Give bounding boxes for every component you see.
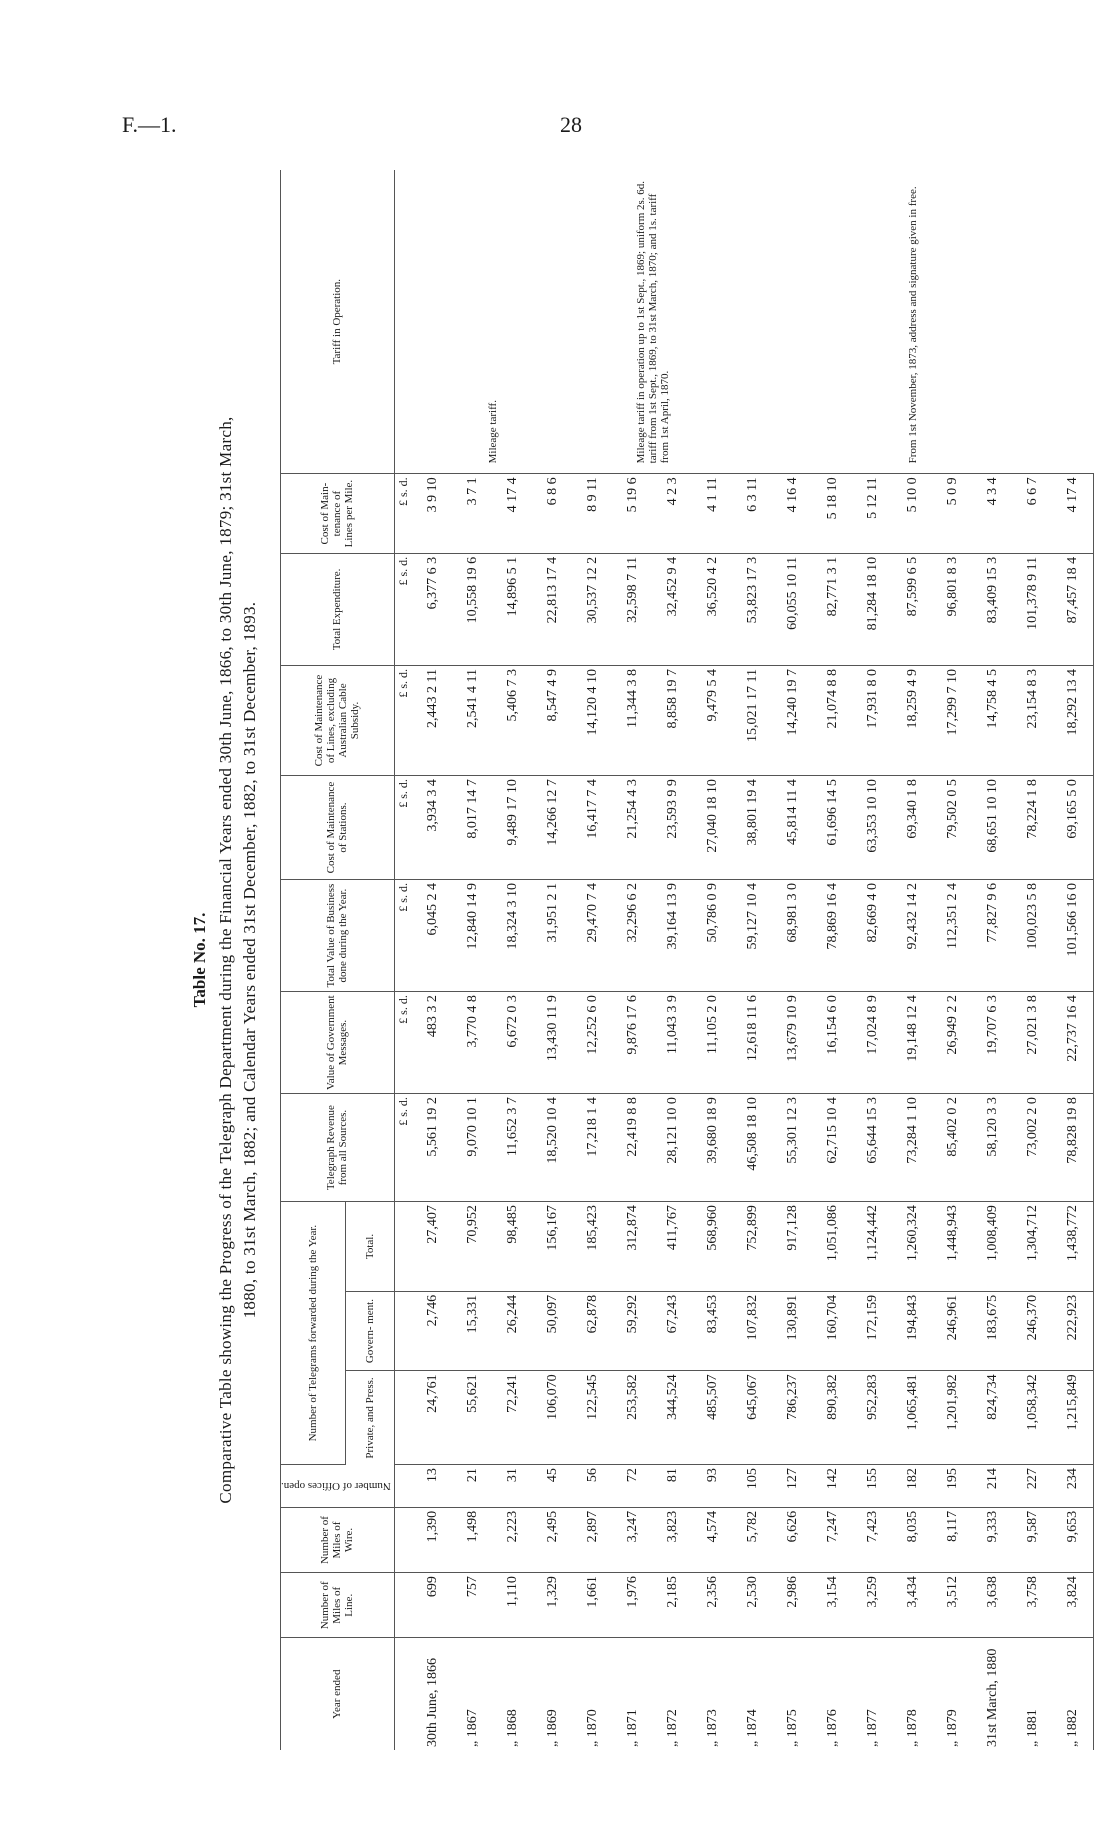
cell-lines: 8,858 19 7 <box>653 665 693 775</box>
cell-revenue: 5,561 19 2 <box>413 1094 453 1202</box>
cell-stations: 68,651 10 10 <box>973 776 1013 880</box>
cell-stations: 16,417 7 4 <box>573 776 613 880</box>
cell-year: „ 1874 <box>744 1709 760 1747</box>
tariff-mileage: Mileage tariff. <box>413 170 573 474</box>
cell-offices: 21 <box>453 1465 493 1508</box>
cell-private: 72,241 <box>493 1371 533 1465</box>
cell-permile: 4 2 3 <box>653 474 693 554</box>
cell-revenue: 73,002 2 0 <box>1013 1094 1053 1202</box>
cell-line: 699 <box>413 1573 453 1638</box>
cell-line: 3,758 <box>1013 1573 1053 1638</box>
cell-stations: 8,017 14 7 <box>453 776 493 880</box>
cell-business: 18,324 3 10 <box>493 880 533 992</box>
cell-revenue: 85,402 0 2 <box>933 1094 973 1202</box>
cell-gov: 50,097 <box>533 1291 573 1371</box>
cell-private: 890,382 <box>813 1371 853 1465</box>
cell-year: „ 1871 <box>624 1709 640 1747</box>
cell-offices: 127 <box>773 1465 813 1508</box>
cell-expend: 81,284 18 10 <box>853 553 893 665</box>
cell-private: 344,524 <box>653 1371 693 1465</box>
cell-total: 27,407 <box>413 1202 453 1292</box>
cell-stations: 69,340 1 8 <box>893 776 933 880</box>
cell-wire: 1,498 <box>453 1507 493 1572</box>
cell-gov: 62,878 <box>573 1291 613 1371</box>
cell-permile: 4 17 4 <box>1053 474 1094 554</box>
unit-cell <box>394 1371 413 1465</box>
cell-offices: 155 <box>853 1465 893 1508</box>
cell-lines: 23,154 8 3 <box>1013 665 1053 775</box>
table-body <box>394 170 1093 1750</box>
cell-revenue: 58,120 3 3 <box>973 1094 1013 1202</box>
cell-gov: 222,923 <box>1053 1291 1094 1371</box>
cell-offices: 234 <box>1053 1465 1094 1508</box>
cell-business: 32,296 6 2 <box>613 880 653 992</box>
cell-permile: 5 18 10 <box>813 474 853 554</box>
cell-offices: 142 <box>813 1465 853 1508</box>
cell-govval: 13,679 10 9 <box>773 992 813 1094</box>
cell-lines: 18,292 13 4 <box>1053 665 1094 775</box>
telegraph-progress-table <box>280 170 1094 1750</box>
cell-permile: 6 3 11 <box>733 474 773 554</box>
cell-offices: 214 <box>973 1465 1013 1508</box>
cell-revenue: 62,715 10 4 <box>813 1094 853 1202</box>
cell-gov: 26,244 <box>493 1291 533 1371</box>
cell-govval: 19,707 6 3 <box>973 992 1013 1094</box>
cell-govval: 17,024 8 9 <box>853 992 893 1094</box>
cell-offices: 182 <box>893 1465 933 1508</box>
cell-year: „ 1877 <box>864 1709 880 1747</box>
cell-offices: 227 <box>1013 1465 1053 1508</box>
table-row <box>413 170 453 1750</box>
cell-revenue: 78,828 19 8 <box>1053 1094 1094 1202</box>
cell-private: 952,283 <box>853 1371 893 1465</box>
cell-wire: 7,423 <box>853 1507 893 1572</box>
cell-lines: 17,299 7 10 <box>933 665 973 775</box>
cell-stations: 23,593 9 9 <box>653 776 693 880</box>
cell-private: 1,215,849 <box>1053 1371 1094 1465</box>
cell-offices: 31 <box>493 1465 533 1508</box>
cell-stations: 21,254 4 3 <box>613 776 653 880</box>
unit-cell: £ s. d. <box>394 474 413 554</box>
header-private: Private, and Press. <box>345 1371 394 1465</box>
unit-cell: £ s. d. <box>394 553 413 665</box>
cell-govval: 12,252 6 0 <box>573 992 613 1094</box>
cell-year: „ 1870 <box>584 1709 600 1747</box>
cell-offices: 105 <box>733 1465 773 1508</box>
cell-revenue: 65,644 15 3 <box>853 1094 893 1202</box>
cell-gov: 107,832 <box>733 1291 773 1371</box>
cell-offices: 13 <box>413 1465 453 1508</box>
cell-expend: 6,377 6 3 <box>413 553 453 665</box>
cell-govval: 26,949 2 2 <box>933 992 973 1094</box>
cell-total: 917,128 <box>773 1202 813 1292</box>
cell-business: 31,951 2 1 <box>533 880 573 992</box>
cell-year: „ 1878 <box>904 1709 920 1747</box>
cell-private: 786,237 <box>773 1371 813 1465</box>
cell-gov: 2,746 <box>413 1291 453 1371</box>
cell-stations: 61,696 14 5 <box>813 776 853 880</box>
cell-year: „ 1882 <box>1053 1638 1094 1750</box>
cell-line: 3,154 <box>813 1573 853 1638</box>
cell-revenue: 46,508 18 10 <box>733 1094 773 1202</box>
cell-line: 1,329 <box>533 1573 573 1638</box>
cell-wire: 4,574 <box>693 1507 733 1572</box>
cell-revenue: 9,070 10 1 <box>453 1094 493 1202</box>
cell-business: 68,981 3 0 <box>773 880 813 992</box>
cell-business: 59,127 10 4 <box>733 880 773 992</box>
header-offices-text: Number of Offices open. <box>281 1480 391 1493</box>
cell-total: 70,952 <box>453 1202 493 1292</box>
cell-stations: 79,502 0 5 <box>933 776 973 880</box>
cell-total: 1,304,712 <box>1013 1202 1053 1292</box>
tariff-mileage-note: Mileage tariff in operation up to 1st Sept., 1869; uniform 2s. 6d. tariff from 1st Sept., 1869, to 31st March, 1870; and 1s. tariff from 1st April, 1870. <box>573 170 733 474</box>
cell-permile: 5 10 0 <box>893 474 933 554</box>
cell-expend: 87,457 18 4 <box>1053 553 1094 665</box>
header-per-mile: Cost of Main- tenance of Lines per Mile. <box>281 474 395 554</box>
cell-revenue: 39,680 18 9 <box>693 1094 733 1202</box>
cell-gov: 172,159 <box>853 1291 893 1371</box>
cell-total: 752,899 <box>733 1202 773 1292</box>
cell-stations: 3,934 3 4 <box>413 776 453 880</box>
cell-line: 3,434 <box>893 1573 933 1638</box>
cell-revenue: 22,419 8 8 <box>613 1094 653 1202</box>
cell-expend: 101,378 9 11 <box>1013 553 1053 665</box>
cell-govval: 19,148 12 4 <box>893 992 933 1094</box>
cell-wire: 1,390 <box>413 1507 453 1572</box>
cell-wire: 9,653 <box>1053 1507 1094 1572</box>
cell-expend: 87,599 6 5 <box>893 553 933 665</box>
cell-govval: 12,618 11 6 <box>733 992 773 1094</box>
unit-cell <box>394 1573 413 1638</box>
cell-govval: 16,154 6 0 <box>813 992 853 1094</box>
cell-business: 92,432 14 2 <box>893 880 933 992</box>
cell-permile: 6 6 7 <box>1013 474 1053 554</box>
cell-line: 3,259 <box>853 1573 893 1638</box>
cell-line: 2,356 <box>693 1573 733 1638</box>
cell-year: 30th June, 1866 <box>424 1657 440 1747</box>
cell-permile: 3 7 1 <box>453 474 493 554</box>
cell-line: 1,976 <box>613 1573 653 1638</box>
cell-stations: 78,224 1 8 <box>1013 776 1053 880</box>
rotated-table-region <box>190 170 1114 1750</box>
cell-permile: 8 9 11 <box>573 474 613 554</box>
cell-private: 1,058,342 <box>1013 1371 1053 1465</box>
cell-line: 3,638 <box>973 1573 1013 1638</box>
header-government: Govern- ment. <box>345 1291 394 1371</box>
cell-permile: 3 9 10 <box>413 474 453 554</box>
cell-stations: 45,814 11 4 <box>773 776 813 880</box>
cell-expend: 36,520 4 2 <box>693 553 733 665</box>
cell-total: 312,874 <box>613 1202 653 1292</box>
cell-business: 50,786 0 9 <box>693 880 733 992</box>
cell-total: 1,124,442 <box>853 1202 893 1292</box>
cell-business: 82,669 4 0 <box>853 880 893 992</box>
unit-cell <box>394 1291 413 1371</box>
cell-private: 24,761 <box>413 1371 453 1465</box>
cell-expend: 60,055 10 11 <box>773 553 813 665</box>
cell-stations: 38,801 19 4 <box>733 776 773 880</box>
header-revenue: Telegraph Revenue from all Sources. <box>281 1094 395 1202</box>
unit-cell <box>394 1638 413 1750</box>
cell-gov: 183,675 <box>973 1291 1013 1371</box>
cell-govval: 11,105 2 0 <box>693 992 733 1094</box>
cell-permile: 4 3 4 <box>973 474 1013 554</box>
cell-business: 101,566 16 0 <box>1053 880 1094 992</box>
unit-cell: £ s. d. <box>394 665 413 775</box>
cell-wire: 3,823 <box>653 1507 693 1572</box>
cell-lines: 5,406 7 3 <box>493 665 533 775</box>
cell-permile: 4 1 11 <box>693 474 733 554</box>
cell-stations: 14,266 12 7 <box>533 776 573 880</box>
cell-lines: 14,120 4 10 <box>573 665 613 775</box>
cell-business: 100,023 5 8 <box>1013 880 1053 992</box>
unit-cell: £ s. d. <box>394 992 413 1094</box>
cell-offices: 72 <box>613 1465 653 1508</box>
cell-private: 122,545 <box>573 1371 613 1465</box>
cell-lines: 8,547 4 9 <box>533 665 573 775</box>
cell-govval: 3,770 4 8 <box>453 992 493 1094</box>
units-row <box>394 170 413 1750</box>
cell-total: 1,260,324 <box>893 1202 933 1292</box>
header-telegrams-group: Number of Telegrams forwarded during the Year. <box>281 1202 346 1465</box>
cell-wire: 5,782 <box>733 1507 773 1572</box>
cell-expend: 53,823 17 3 <box>733 553 773 665</box>
cell-permile: 6 8 6 <box>533 474 573 554</box>
header-lines: Cost of Maintenance of Lines, excluding Australian Cable Subsidy. <box>281 665 395 775</box>
cell-stations: 63,353 10 10 <box>853 776 893 880</box>
cell-line: 2,530 <box>733 1573 773 1638</box>
cell-private: 106,070 <box>533 1371 573 1465</box>
header-gov-value: Value of Government Messages. <box>281 992 395 1094</box>
cell-offices: 195 <box>933 1465 973 1508</box>
unit-cell: £ s. d. <box>394 880 413 992</box>
cell-gov: 194,843 <box>893 1291 933 1371</box>
cell-revenue: 11,652 3 7 <box>493 1094 533 1202</box>
cell-year: „ 1876 <box>824 1709 840 1747</box>
cell-line: 3,512 <box>933 1573 973 1638</box>
cell-total: 185,423 <box>573 1202 613 1292</box>
cell-total: 156,167 <box>533 1202 573 1292</box>
cell-expend: 14,896 5 1 <box>493 553 533 665</box>
cell-govval: 13,430 11 9 <box>533 992 573 1094</box>
cell-lines: 11,344 3 8 <box>613 665 653 775</box>
unit-cell <box>394 1465 413 1508</box>
cell-private: 1,201,982 <box>933 1371 973 1465</box>
header-tariff: Tariff in Operation. <box>281 170 395 474</box>
cell-total: 98,485 <box>493 1202 533 1292</box>
cell-revenue: 55,301 12 3 <box>773 1094 813 1202</box>
cell-business: 112,351 2 4 <box>933 880 973 992</box>
cell-lines: 2,541 4 11 <box>453 665 493 775</box>
cell-lines: 14,240 19 7 <box>773 665 813 775</box>
cell-gov: 130,891 <box>773 1291 813 1371</box>
page-section-code: F.—1. <box>122 112 177 137</box>
header-business: Total Value of Business done during the Year. <box>281 880 395 992</box>
cell-year: „ 1872 <box>664 1709 680 1747</box>
header-miles-line: Number of Miles of Line. <box>281 1573 395 1638</box>
cell-lines: 14,758 4 5 <box>973 665 1013 775</box>
cell-lines: 21,074 8 8 <box>813 665 853 775</box>
cell-lines: 9,479 5 4 <box>693 665 733 775</box>
cell-expend: 32,452 9 4 <box>653 553 693 665</box>
cell-stations: 27,040 18 10 <box>693 776 733 880</box>
cell-year: „ 1875 <box>784 1709 800 1747</box>
cell-year: „ 1873 <box>704 1709 720 1747</box>
cell-expend: 82,771 3 1 <box>813 553 853 665</box>
cell-gov: 83,453 <box>693 1291 733 1371</box>
cell-total: 568,960 <box>693 1202 733 1292</box>
table-row <box>733 170 773 1750</box>
cell-govval: 22,737 16 4 <box>1053 992 1094 1094</box>
cell-offices: 81 <box>653 1465 693 1508</box>
cell-gov: 246,961 <box>933 1291 973 1371</box>
cell-wire: 7,247 <box>813 1507 853 1572</box>
header-miles-wire: Number of Miles of Wire. <box>281 1507 395 1572</box>
cell-wire: 8,035 <box>893 1507 933 1572</box>
cell-wire: 3,247 <box>613 1507 653 1572</box>
cell-stations: 9,489 17 10 <box>493 776 533 880</box>
cell-expend: 96,801 8 3 <box>933 553 973 665</box>
cell-permile: 4 16 4 <box>773 474 813 554</box>
cell-expend: 10,558 19 6 <box>453 553 493 665</box>
cell-business: 77,827 9 6 <box>973 880 1013 992</box>
cell-business: 78,869 16 4 <box>813 880 853 992</box>
cell-wire: 9,587 <box>1013 1507 1053 1572</box>
cell-line: 2,986 <box>773 1573 813 1638</box>
table-title-line-1: Comparative Table showing the Progress of the Telegraph Department during the Financial Years ended 30th June, 1866, to 30th June, 1879; 31st March, <box>216 416 235 1504</box>
cell-gov: 15,331 <box>453 1291 493 1371</box>
cell-offices: 45 <box>533 1465 573 1508</box>
cell-revenue: 28,121 10 0 <box>653 1094 693 1202</box>
cell-govval: 9,876 17 6 <box>613 992 653 1094</box>
cell-revenue: 18,520 10 4 <box>533 1094 573 1202</box>
cell-revenue: 17,218 1 4 <box>573 1094 613 1202</box>
cell-revenue: 73,284 1 10 <box>893 1094 933 1202</box>
cell-year: „ 1869 <box>544 1709 560 1747</box>
unit-cell <box>394 1202 413 1292</box>
cell-lines: 2,443 2 11 <box>413 665 453 775</box>
cell-permile: 5 0 9 <box>933 474 973 554</box>
cell-offices: 56 <box>573 1465 613 1508</box>
table-title-line-2: 1880, to 31st March, 1882; and Calendar Years ended 31st December, 1882, to 31st December, 1893. <box>240 601 259 1319</box>
header-total: Total. <box>345 1202 394 1292</box>
header-year: Year ended <box>281 1638 395 1750</box>
cell-lines: 17,931 8 0 <box>853 665 893 775</box>
unit-cell: £ s. d. <box>394 776 413 880</box>
cell-line: 2,185 <box>653 1573 693 1638</box>
cell-expend: 32,598 7 11 <box>613 553 653 665</box>
cell-wire: 6,626 <box>773 1507 813 1572</box>
cell-offices: 93 <box>693 1465 733 1508</box>
cell-total: 411,767 <box>653 1202 693 1292</box>
header-expenditure: Total Expenditure. <box>281 553 395 665</box>
cell-stations: 69,165 5 0 <box>1053 776 1094 880</box>
cell-lines: 18,259 4 9 <box>893 665 933 775</box>
cell-gov: 67,243 <box>653 1291 693 1371</box>
cell-total: 1,438,772 <box>1053 1202 1094 1292</box>
cell-gov: 160,704 <box>813 1291 853 1371</box>
cell-govval: 27,021 3 8 <box>1013 992 1053 1094</box>
unit-cell <box>394 1507 413 1572</box>
cell-private: 645,067 <box>733 1371 773 1465</box>
cell-year: „ 1867 <box>464 1709 480 1747</box>
cell-gov: 59,292 <box>613 1291 653 1371</box>
cell-wire: 9,333 <box>973 1507 1013 1572</box>
cell-permile: 4 17 4 <box>493 474 533 554</box>
cell-total: 1,008,409 <box>973 1202 1013 1292</box>
cell-wire: 8,117 <box>933 1507 973 1572</box>
cell-business: 29,470 7 4 <box>573 880 613 992</box>
cell-year: „ 1868 <box>504 1709 520 1747</box>
cell-year: 31st March, 1880 <box>984 1648 1000 1747</box>
cell-total: 1,448,943 <box>933 1202 973 1292</box>
cell-line: 757 <box>453 1573 493 1638</box>
cell-business: 12,840 14 9 <box>453 880 493 992</box>
cell-permile: 5 19 6 <box>613 474 653 554</box>
cell-private: 1,065,481 <box>893 1371 933 1465</box>
cell-expend: 83,409 15 3 <box>973 553 1013 665</box>
cell-govval: 483 3 2 <box>413 992 453 1094</box>
cell-wire: 2,495 <box>533 1507 573 1572</box>
cell-private: 824,734 <box>973 1371 1013 1465</box>
cell-private: 55,621 <box>453 1371 493 1465</box>
cell-line: 1,661 <box>573 1573 613 1638</box>
cell-private: 253,582 <box>613 1371 653 1465</box>
cell-private: 485,507 <box>693 1371 733 1465</box>
cell-gov: 246,370 <box>1013 1291 1053 1371</box>
cell-year: „ 1881 <box>1024 1709 1040 1747</box>
cell-expend: 30,537 12 2 <box>573 553 613 665</box>
table-number: Table No. 17. <box>190 912 209 1008</box>
header-offices <box>281 1465 395 1508</box>
cell-total: 1,051,086 <box>813 1202 853 1292</box>
header-stations: Cost of Maintenance of Stations. <box>281 776 395 880</box>
table-row <box>573 170 613 1750</box>
cell-wire: 2,897 <box>573 1507 613 1572</box>
cell-line: 3,824 <box>1053 1573 1094 1638</box>
unit-cell <box>394 170 413 474</box>
cell-permile: 5 12 11 <box>853 474 893 554</box>
tariff-november: From 1st November, 1873, address and signature given in free. <box>733 170 1094 474</box>
page-number: 28 <box>560 112 582 137</box>
cell-expend: 22,813 17 4 <box>533 553 573 665</box>
cell-govval: 11,043 3 9 <box>653 992 693 1094</box>
cell-wire: 2,223 <box>493 1507 533 1572</box>
cell-year: „ 1879 <box>944 1709 960 1747</box>
cell-lines: 15,021 17 11 <box>733 665 773 775</box>
cell-line: 1,110 <box>493 1573 533 1638</box>
cell-business: 39,164 13 9 <box>653 880 693 992</box>
cell-govval: 6,672 0 3 <box>493 992 533 1094</box>
cell-business: 6,045 2 4 <box>413 880 453 992</box>
unit-cell: £ s. d. <box>394 1094 413 1202</box>
